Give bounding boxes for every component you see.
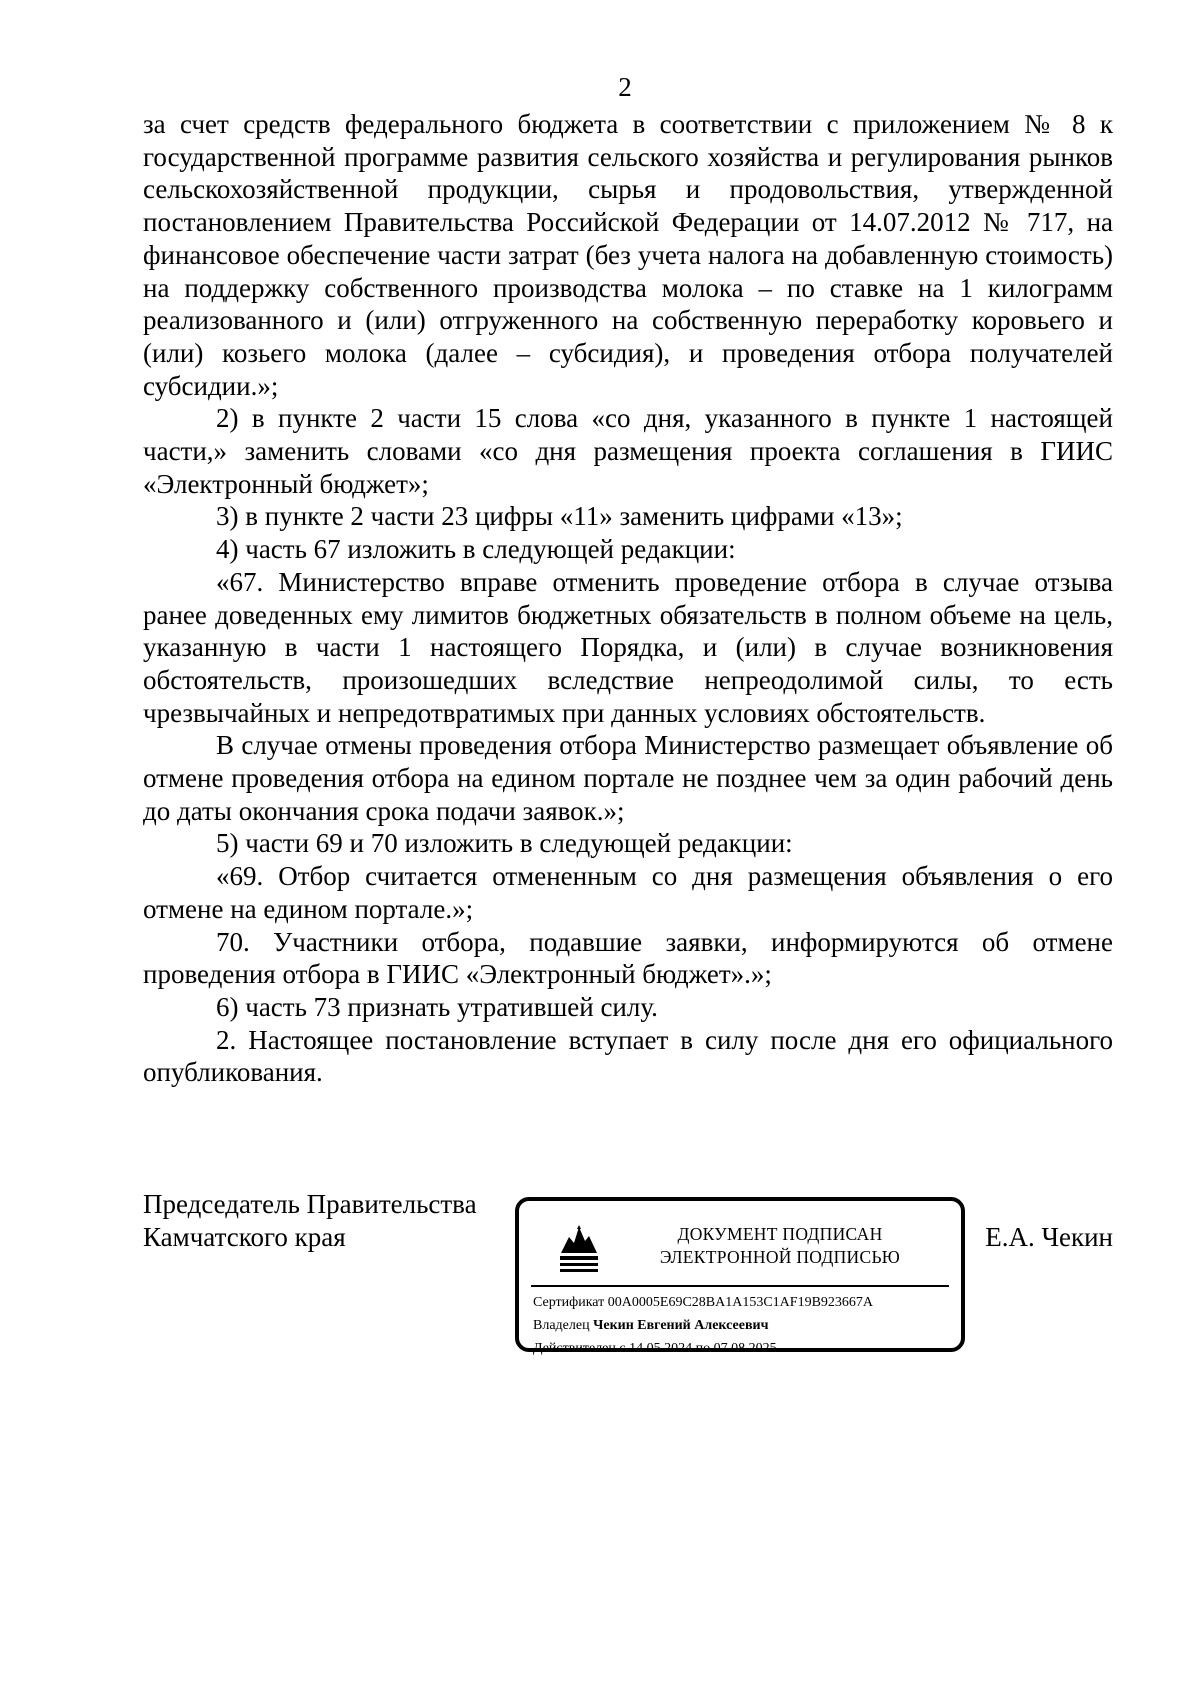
paragraph-part-67-cont: В случае отмены проведения отбора Министерство размещает объявление об отмене проведения отбора на едином портале не позднее чем за один рабочий день до даты окончания срока подачи заявок.»; [143, 730, 1113, 826]
stamp-certificate-label: Сертификат [533, 1295, 605, 1310]
paragraph-item-6: 6) часть 73 признать утратившей силу. [216, 991, 658, 1022]
paragraph-item-5: 5) части 69 и 70 изложить в следующей редакции: [216, 828, 793, 859]
stamp-owner-value: Чекин Евгений Алексеевич [593, 1318, 769, 1333]
stamp-valid-to-label: по [695, 1341, 711, 1356]
stamp-valid-from-label: Действителен с [533, 1341, 626, 1356]
stamp-validity [533, 1340, 777, 1358]
stamp-valid-from: 14.05.2024 [629, 1341, 693, 1356]
electronic-signature-stamp [515, 1197, 965, 1356]
stamp-certificate [533, 1294, 873, 1312]
paragraph-item-3: 3) в пункте 2 части 23 цифры «11» заменить цифрами «13»; [216, 501, 903, 532]
page-number: 2 [618, 72, 632, 102]
stamp-owner-label: Владелец [533, 1318, 590, 1333]
signatory-title [143, 1188, 477, 1253]
stamp-title-line2: ЭЛЕКТРОННОЙ ПОДПИСЬЮ [659, 1247, 901, 1267]
stamp-title [625, 1223, 935, 1269]
signatory-title-line2: Камчатского края [143, 1221, 346, 1252]
stamp-owner [533, 1317, 768, 1335]
paragraph-effective-date: 2. Настоящее постановление вступает в силу после дня его официального опубликования. [143, 1024, 1113, 1088]
stamp-title-line1: ДОКУМЕНТ ПОДПИСАН [677, 1224, 883, 1244]
paragraph-item-4: 4) часть 67 изложить в следующей редакции: [216, 534, 736, 565]
paragraph-item-2: 2) в пункте 2 части 15 слова «со дня, указанного в пункте 1 настоящей части,» заменить словами «со дня размещения проекта соглашения в ГИИС «Электронный бюджет»; [143, 403, 1113, 499]
paragraph-part-70: 70. Участники отбора, подавшие заявки, информируются об отмене проведения отбора в ГИИС «Электронный бюджет».»; [143, 926, 1113, 990]
kamchatka-emblem-icon [557, 1223, 601, 1275]
stamp-valid-to: 07.08.2025 [713, 1341, 777, 1356]
paragraph-part-69: «69. Отбор считается отмененным со дня размещения объявления о его отмене на едином портале.»; [143, 861, 1113, 924]
paragraph-part-67: «67. Министерство вправе отменить проведение отбора в случае отзыва ранее доведенных ему лимитов бюджетных обязательств в полном объеме на цель, указанную в части 1 настоящего Порядка, и (или) в случае возникновения обстоятельств, произошедших вследствие непреодолимой силы, то есть чрезвычайных и непредотвратимых при данных условиях обстоятельств. [143, 566, 1113, 728]
stamp-certificate-value: 00A0005E69C28BA1A153C1AF19B923667A [607, 1295, 874, 1310]
signatory-title-line1: Председатель Правительства [143, 1189, 477, 1219]
signer-name: Е.А. Чекин [985, 1222, 1113, 1252]
stamp-divider [531, 1285, 949, 1287]
paragraph-continuation: за счет средств федерального бюджета в соответствии с приложением № 8 к государственной программе развития сельского хозяйства и регулирования рынков сельскохозяйственной продукции, сырья и продовольствия, утвержденной постановлением Правительства Российской Федерации от 14.07.2012 № 717, на финансовое обеспечение части затрат (без учета налога на добавленную стоимость) на поддержку собственного производства молока – по ставке на 1 килограмм реализованного и (или) отгруженного на собственную переработку коровьего и (или) козьего молока (далее – субсидия), и проведения отбора получателей субсидии.»; [143, 109, 1113, 401]
document-body [143, 108, 1113, 1089]
